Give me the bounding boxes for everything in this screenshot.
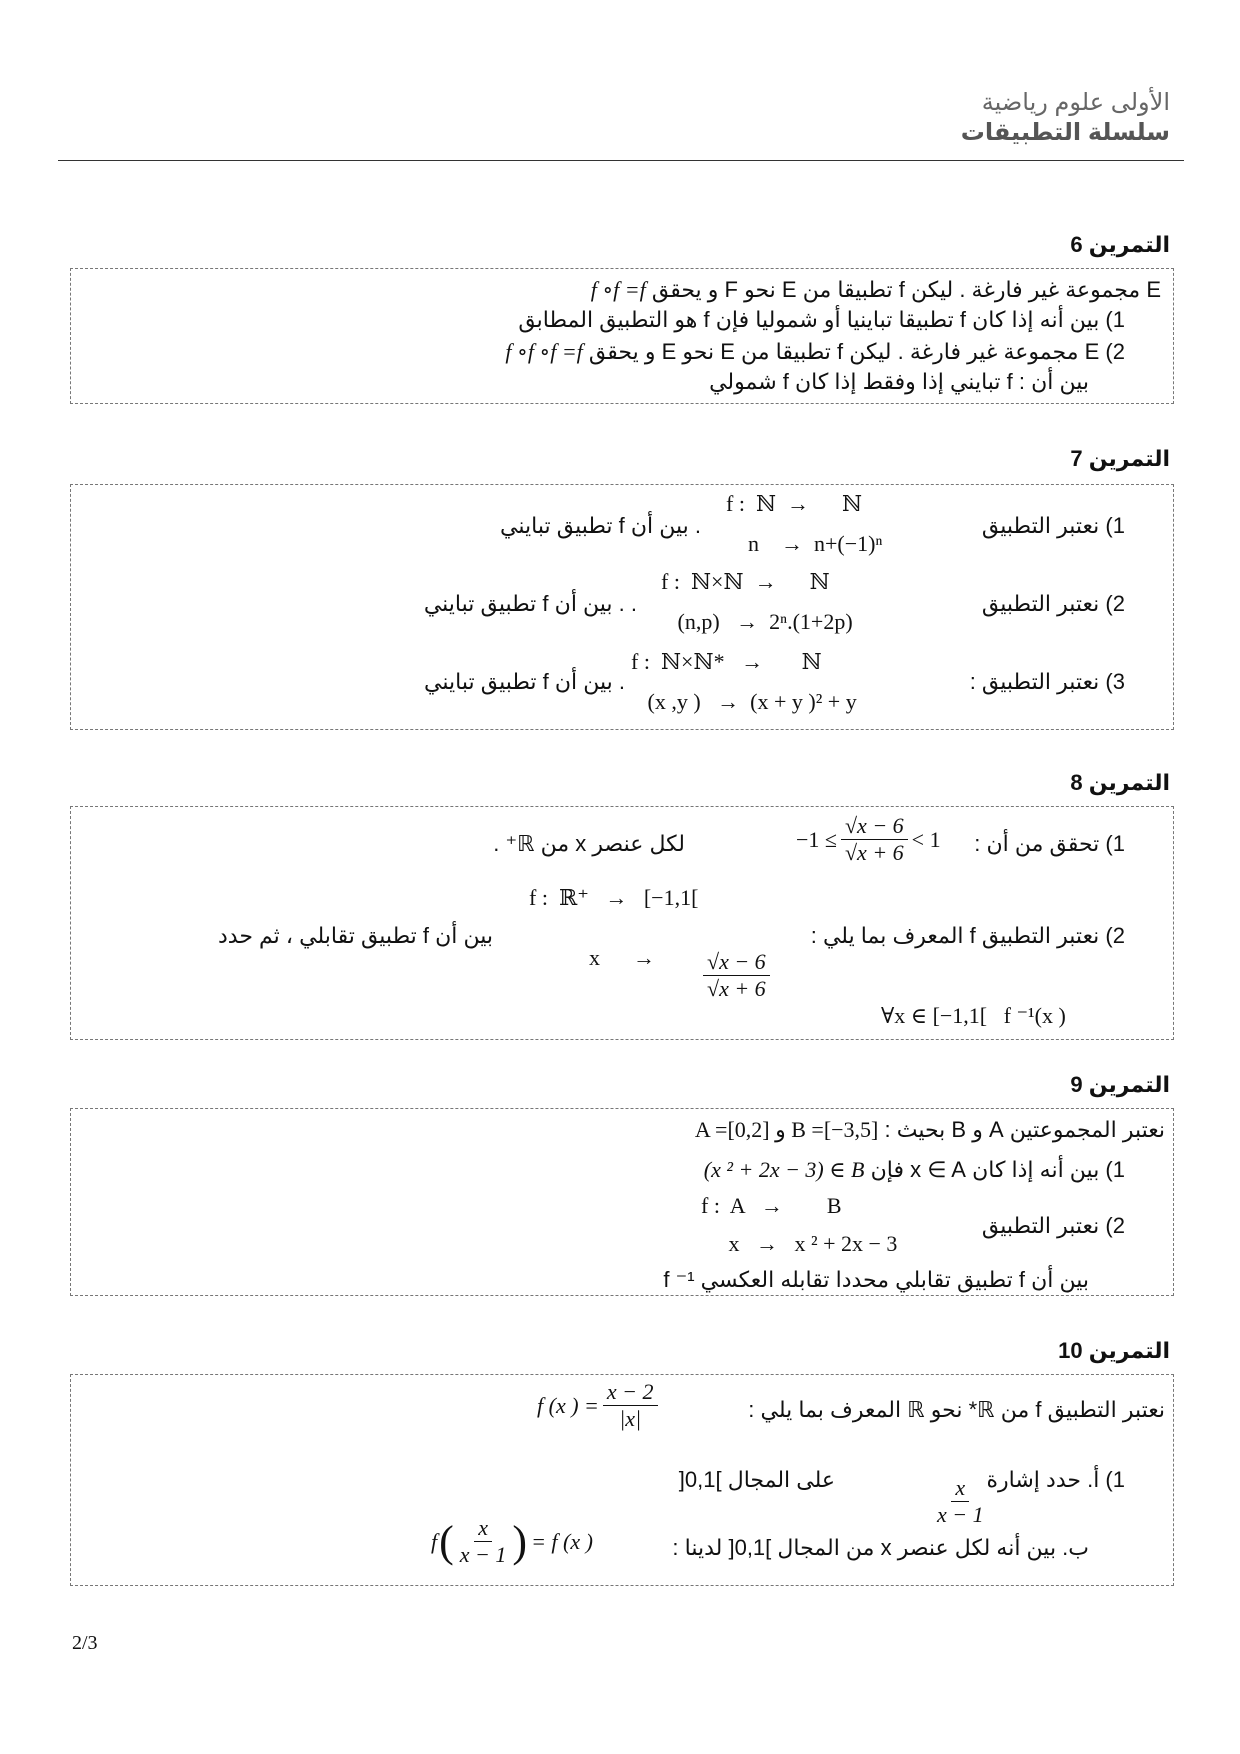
ex10-qb-f: f <box>431 1528 438 1554</box>
ex9-line-1-math: B =[−3,5] و A =[0,2] <box>694 1117 879 1142</box>
ex8-q2-frac-den: √x + 6 <box>707 976 766 1001</box>
exercise-8-box <box>70 806 1174 1040</box>
ex9-q2-map-bottom: x → x ² + 2x − 3 <box>701 1231 898 1256</box>
ex8-q2-text: 2) نعتبر التطبيق f المعرف بما يلي : <box>810 923 1125 948</box>
exercise-10-title: التمرين 10 <box>1058 1338 1170 1363</box>
ex7-q1-map-bottom: n → n+(−1)ⁿ <box>726 531 883 556</box>
ex7-q3-left: 3) نعتبر التطبيق : <box>969 669 1125 694</box>
ex10-fx-frac-num: x − 2 <box>603 1379 658 1406</box>
ex9-q2-last: بين أن f تطبيق تقابلي محددا تقابله العكسي f ⁻¹ <box>663 1267 1089 1292</box>
ex7-q1-left: 1) نعتبر التطبيق <box>981 513 1125 538</box>
ex8-q1-frac-den: √x + 6 <box>844 840 904 865</box>
ex8-q1-fraction <box>841 813 908 866</box>
ex9-q1 <box>704 1157 1125 1183</box>
ex7-q1-map-top: f : ℕ → ℕ <box>726 491 863 516</box>
ex7-q2-left: 2) نعتبر التطبيق <box>981 591 1125 616</box>
ex6-line-3 <box>505 339 1125 365</box>
ex6-line-3-text: 2) E مجموعة غير فارغة . ليكن f تطبيقا من E نحو E و يحقق <box>588 339 1125 364</box>
ex10-qb-math <box>431 1515 593 1568</box>
ex6-line-1-math: f ∘f =f <box>590 277 646 302</box>
ex7-q2-right: . . بين أن f تطبيق تبايني <box>423 591 637 616</box>
ex8-q1-frac-num: √x − 6 <box>841 813 908 840</box>
ex9-q1-math: (x ² + 2x − 3) ∈ B <box>703 1157 865 1182</box>
ex7-q2-map-bottom: (n,p) → 2ⁿ.(1+2p) <box>661 609 853 634</box>
ex10-line-1-text: نعتبر التطبيق f من ℝ* نحو ℝ المعرف بما يلي : <box>748 1397 1165 1422</box>
page-number: 2/3 <box>72 1632 98 1654</box>
ex10-qb-paren-open: ( <box>439 1516 454 1566</box>
exercise-8-title: التمرين 8 <box>1070 770 1170 795</box>
exercise-6-box <box>70 268 1174 404</box>
ex8-q1-ineq-left: −1 ≤ <box>796 826 837 852</box>
exercise-6-title: التمرين 6 <box>1070 232 1170 257</box>
ex8-q2-map-x: x → <box>589 945 655 970</box>
ex8-q2-right: بين أن f تطبيق تقابلي ، ثم حدد <box>217 923 493 948</box>
ex10-qa-fraction <box>933 1475 988 1528</box>
exercise-7-title: التمرين 7 <box>1070 446 1170 471</box>
ex10-qa-tail: على المجال ]0,1[ <box>678 1467 835 1492</box>
ex7-q3-map-top: f : ℕ×ℕ* → ℕ <box>631 649 822 674</box>
exercise-9-title: التمرين 9 <box>1070 1072 1170 1097</box>
ex10-qb-right: = f (x ) <box>531 1528 593 1554</box>
ex6-line-2: 1) بين أنه إذا كان f تطبيقا تباينيا أو شموليا فإن f هو التطبيق المطابق <box>518 307 1125 332</box>
exercise-10-box <box>70 1374 1174 1586</box>
series-title: سلسلة التطبيقات <box>960 119 1170 146</box>
ex10-qb-text: ب. بين أنه لكل عنصر x من المجال ]0,1[ لدينا : <box>672 1535 1089 1560</box>
ex8-q2-last: ∀x ∈ [−1,1[ f ⁻¹(x ) <box>881 1003 1066 1028</box>
ex9-q2-map-top: f : A → B <box>701 1193 842 1218</box>
ex8-q2-fraction-wrap <box>681 923 770 1028</box>
ex8-q1-ineq-right: < 1 <box>911 826 941 852</box>
ex7-q1-right: . بين أن f تطبيق تبايني <box>500 513 701 538</box>
ex6-line-3-math: f ∘f ∘f =f <box>505 339 583 364</box>
ex10-line-1-math <box>537 1379 658 1432</box>
ex7-q3-map-bottom: (x ,y ) → (x + y )² + y <box>631 689 857 714</box>
ex10-qb-frac-num: x <box>474 1515 492 1542</box>
ex6-line-1 <box>591 277 1161 303</box>
ex10-qa-frac-num: x <box>951 1475 969 1502</box>
ex8-q2-fraction <box>703 949 770 1002</box>
ex6-line-1-text: E مجموعة غير فارغة . ليكن f تطبيقا من E نحو F و يحقق <box>651 277 1161 302</box>
ex8-q1-tail: لكل عنصر x من ℝ⁺ . <box>493 831 685 856</box>
ex8-q2-map-top: f : ℝ⁺ → [−1,1[ <box>529 885 699 910</box>
exercise-7-box <box>70 484 1174 730</box>
header-divider <box>58 160 1184 161</box>
ex10-qb-fraction <box>456 1515 511 1568</box>
ex10-qb-frac-den: x − 1 <box>459 1542 507 1567</box>
page-header <box>961 88 1170 148</box>
ex10-fx-left: f (x ) = <box>537 1392 599 1418</box>
ex10-qb-paren-close: ) <box>512 1516 528 1566</box>
ex8-q1-text: 1) تحقق من أن : <box>974 831 1125 856</box>
ex8-q2-frac-num: √x − 6 <box>703 949 770 976</box>
ex9-line-1-text: نعتبر المجموعتين A و B بحيث : <box>884 1117 1165 1142</box>
ex7-q3-right: . بين أن f تطبيق تبايني <box>424 669 625 694</box>
ex10-fx-frac-den: |x| <box>619 1406 642 1431</box>
ex6-line-4: بين أن : f تبايني إذا وفقط إذا كان f شمولي <box>709 369 1089 394</box>
ex8-q1-inequality <box>796 813 941 866</box>
ex7-q2-map-top: f : ℕ×ℕ → ℕ <box>661 569 830 594</box>
ex10-qa-text: 1) أ. حدد إشارة <box>986 1467 1125 1492</box>
class-level: الأولى علوم رياضية <box>981 89 1170 116</box>
exercise-9-box <box>70 1108 1174 1296</box>
ex9-line-1 <box>695 1117 1165 1143</box>
ex9-q1-text: 1) بين أنه إذا كان x ∈ A فإن <box>870 1157 1125 1182</box>
ex10-qa-frac-den: x − 1 <box>937 1502 984 1527</box>
ex10-fx-fraction <box>603 1379 658 1432</box>
ex9-q2-text: 2) نعتبر التطبيق <box>981 1213 1125 1238</box>
